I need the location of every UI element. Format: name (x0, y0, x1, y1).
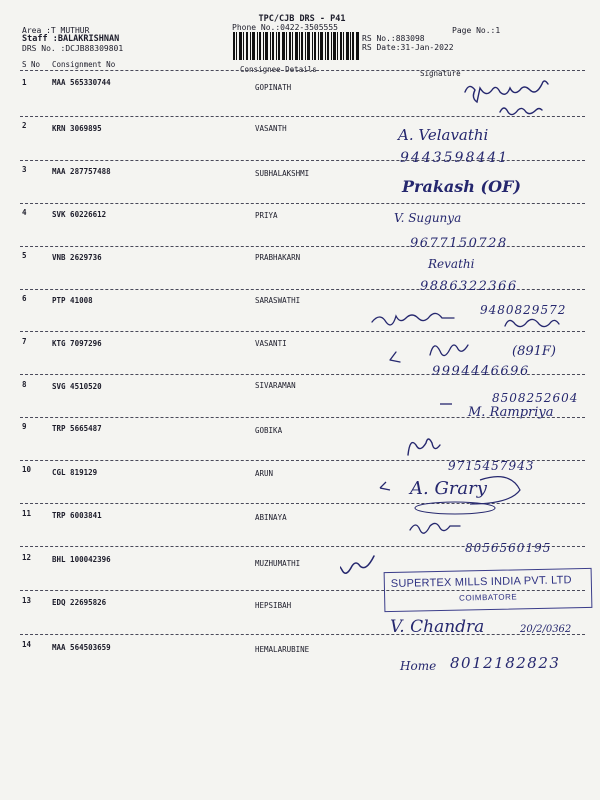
header-divider (20, 70, 585, 71)
signature-3: Prakash (OF) (402, 177, 521, 196)
staff-text: Staff :BALAKRISHNAN (22, 34, 120, 44)
signature-10-swash (470, 477, 520, 504)
row-sno: 10 (22, 465, 32, 474)
row-consignee: GOBIKA (255, 426, 283, 435)
row-divider (20, 289, 585, 290)
signature-13-date: 20/2/0362 (520, 624, 572, 635)
row-consignment: SVK 60226612 (52, 210, 107, 219)
row-consignment: SVG 4510520 (52, 382, 102, 391)
row-divider (20, 246, 585, 247)
barcode-image (233, 32, 359, 60)
row-consignment: TRP 6003841 (52, 511, 102, 520)
signature-10-name: A. Grary (410, 478, 487, 499)
row-sno: 8 (22, 380, 27, 389)
signature-11-phone: 8056560195 (465, 541, 552, 555)
row-consignee: ABINAYA (255, 513, 287, 522)
column-header-consignment: Consignment No (52, 60, 116, 69)
signatures-overlay (340, 0, 600, 800)
row-divider (20, 116, 585, 117)
row-sno: 5 (22, 251, 27, 260)
company-stamp (384, 568, 593, 612)
header-left-block (22, 26, 123, 53)
row-consignee: HEMALARUBINE (255, 645, 310, 654)
signature-9-phone: 9715457943 (448, 459, 535, 473)
row-consignment: KTG 7097296 (52, 339, 102, 348)
signature-13-name: V. Chandra (390, 617, 485, 637)
rs-date-text: RS Date:31-Jan-2022 (362, 43, 454, 52)
row-sno: 1 (22, 78, 27, 87)
row-consignee: PRIYA (255, 211, 278, 220)
signature-7-code: (891F) (512, 344, 556, 359)
row-consignment: TRP 5665487 (52, 424, 102, 433)
signature-5-phone: 9886322366 (420, 279, 518, 294)
row-consignee: ARUN (255, 469, 274, 478)
row-sno: 13 (22, 596, 32, 605)
row-consignment: CGL 819129 (52, 468, 98, 477)
row-divider (20, 460, 585, 461)
row-consignment: BHL 100042396 (52, 555, 111, 564)
signature-12-scribble (340, 556, 374, 580)
signature-2-name: A. Velavathi (398, 126, 489, 144)
row-sno: 2 (22, 121, 27, 130)
row-sno: 4 (22, 208, 27, 217)
row-consignment: VNB 2629736 (52, 253, 102, 262)
rs-number-text: RS No.:883098 (362, 34, 425, 43)
row-consignment: MAA 565330744 (52, 78, 111, 87)
signature-14-phone: 8012182823 (450, 654, 561, 672)
row-divider (20, 634, 585, 635)
document-title: TPC/CJB DRS - P41 (258, 14, 346, 24)
row-consignee: MUZHUMATHI (255, 559, 301, 568)
row-divider (20, 160, 585, 161)
row-divider (20, 546, 585, 547)
stamp-city: COIMBATORE (459, 592, 518, 603)
row-divider (20, 374, 585, 375)
row-divider (20, 417, 585, 418)
row-sno: 14 (22, 640, 32, 649)
row-consignment: EDQ 22695826 (52, 598, 107, 607)
row-consignee: SIVARAMAN (255, 381, 296, 390)
signature-6-phone: 9480829572 (480, 303, 567, 317)
signature-11-scribble (410, 523, 460, 533)
row-divider (20, 203, 585, 204)
signature-7-phone: 9994446696 (432, 364, 530, 379)
row-consignee: VASANTH (255, 124, 287, 133)
area-text: Area :T MUTHUR (22, 26, 90, 35)
signature-1 (465, 81, 548, 115)
row-consignment: KRN 3069895 (52, 124, 102, 133)
rs-info-block (362, 34, 454, 52)
row-consignee: VASANTI (255, 339, 287, 348)
row-sno: 9 (22, 422, 27, 431)
row-consignee: PRABHAKARN (255, 253, 301, 262)
row-divider (20, 331, 585, 332)
column-header-signature: Signature (420, 69, 461, 78)
row-sno: 6 (22, 294, 27, 303)
row-divider (20, 503, 585, 504)
stamp-company-name: SUPERTEX MILLS INDIA PVT. LTD (390, 574, 572, 591)
row-sno: 3 (22, 165, 27, 174)
row-consignee: GOPINATH (255, 83, 292, 92)
signature-9-scribble (408, 439, 440, 455)
row-sno: 11 (22, 509, 32, 518)
row-consignee: SARASWATHI (255, 296, 301, 305)
column-header-sno: S No (22, 60, 41, 69)
signature-5-name: Revathi (428, 257, 475, 271)
row-consignment: MAA 287757488 (52, 167, 111, 176)
signature-14-name: Home (400, 659, 437, 673)
column-header-consignee: Consignee Details (240, 65, 317, 74)
signature-6-scribble (372, 313, 559, 326)
phone-text: Phone No.:0422-3505555 (232, 23, 338, 32)
signature-4-name: V. Sugunya (394, 211, 462, 225)
row-consignee: SUBHALAKSHMI (255, 169, 310, 178)
signature-4-phone: 9677150728 (410, 236, 508, 251)
row-sno: 7 (22, 337, 27, 346)
signature-10-mark (380, 482, 390, 490)
signature-8-phone: 8508252604 (492, 391, 579, 405)
drs-number-text: DRS No. :DCJB88309801 (22, 44, 124, 53)
row-consignment: PTP 41008 (52, 296, 93, 305)
row-sno: 12 (22, 553, 32, 562)
signature-8-name: M. Rampriya (468, 405, 554, 420)
signature-7-scribble (390, 345, 468, 362)
row-consignment: MAA 564503659 (52, 643, 111, 652)
row-consignee: HEPSIBAH (255, 601, 292, 610)
page-number-text: Page No.:1 (452, 26, 501, 35)
signature-2-phone: 9443598441 (400, 150, 510, 166)
